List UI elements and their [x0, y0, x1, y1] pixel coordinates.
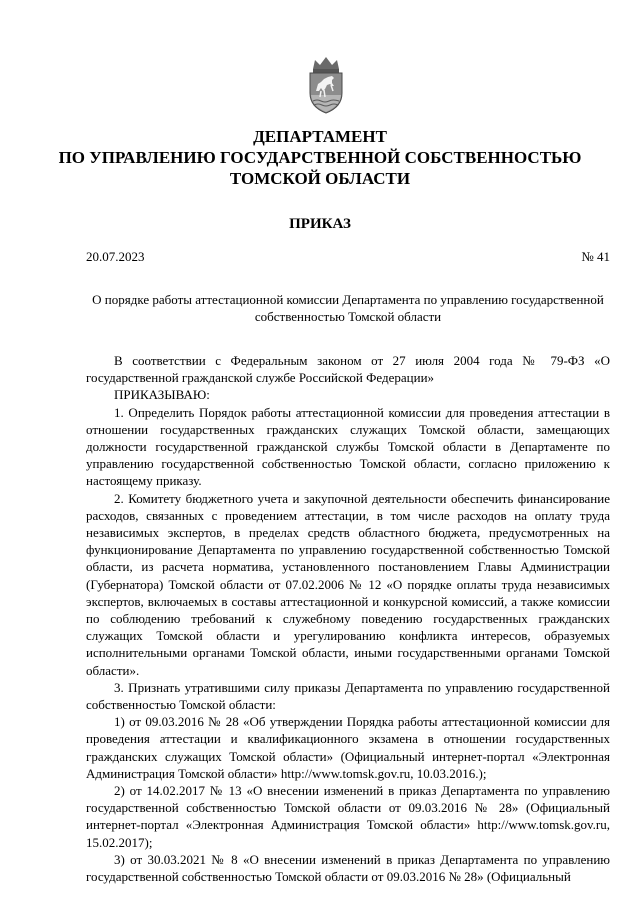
clause-3-item-1: 1) от 09.03.2016 № 28 «Об утверждении Порядка работы аттестационной комиссии для проведения аттестации и квалификационного экзамена в отношении государственных гражданских служащих Томской области» (Официальный интернет-портал «Электронная Администрация Томской области» http://www.tomsk.gov.ru, 10.03.2016.);	[86, 714, 610, 781]
clause-3: 3. Признать утратившими силу приказы Департамента по управлению государственной собственностью Томской области:	[86, 679, 610, 713]
tomsk-coat-of-arms-icon	[301, 55, 351, 115]
preamble-paragraph: В соответствии с Федеральным законом от 27 июля 2004 года № 79-ФЗ «О государственной гражданской службе Российской Федерации»	[86, 353, 610, 386]
order-body	[86, 352, 610, 885]
department-title-line-1: ДЕПАРТАМЕНТ	[253, 127, 387, 146]
order-subject: О порядке работы аттестационной комиссии Департамента по управлению государственной собственностью Томской области	[92, 292, 604, 324]
document-type-heading: ПРИКАЗ	[289, 216, 351, 232]
clause-3-item-2: 2) от 14.02.2017 № 13 «О внесении изменений в приказ Департамента по управлению государственной собственностью Томской области от 09.03.2016 № 28» (Официальный интернет-портал «Электронная Администрация Томской области» http://www.tomsk.gov.ru, 15.02.2017);	[86, 783, 610, 850]
clause-3-item-3: 3) от 30.03.2021 № 8 «О внесении изменений в приказ Департамента по управлению государственной собственностью Томской области от 09.03.2016 № 28» (Официальный	[86, 851, 610, 885]
order-directive: ПРИКАЗЫВАЮ:	[114, 387, 210, 403]
department-title-line-2: ПО УПРАВЛЕНИЮ ГОСУДАРСТВЕННОЙ СОБСТВЕННОСТЬЮ	[58, 148, 582, 167]
clause-1: 1. Определить Порядок работы аттестационной комиссии для проведения аттестации в отношении государственных гражданских служащих Томской области, замещающих должности государственной гражданской службы Томской области в Департаменте по управлению государственной собственностью Томской области, согласно приложению к настоящему приказу.	[86, 404, 610, 489]
department-title-line-3: ТОМСКОЙ ОБЛАСТИ	[229, 169, 411, 188]
clause-2: 2. Комитету бюджетного учета и закупочной деятельности обеспечить финансирование расходов, связанных с проведением аттестации, в том числе расходов на оплату труда независимых экспертов, в пределах средств областного бюджета, предусмотренных на функционирование Департамента по управлению государственной собственностью Томской области, из расчета норматива, установленного постановлением Главы Администрации (Губернатора) Томской области от 07.02.2006 № 12 «О порядке оплаты труда независимых экспертов, включаемых в составы аттестационной и конкурсной комиссий, а также комиссии по соблюдению требований к служебному поведению государственных гражданских служащих Томской области и урегулированию конфликта интересов, образуемых исполнительными органами Томской области, иными государственными органами Томской области».	[86, 490, 610, 678]
order-number: № 41	[581, 249, 610, 264]
order-date: 20.07.2023	[86, 249, 145, 264]
